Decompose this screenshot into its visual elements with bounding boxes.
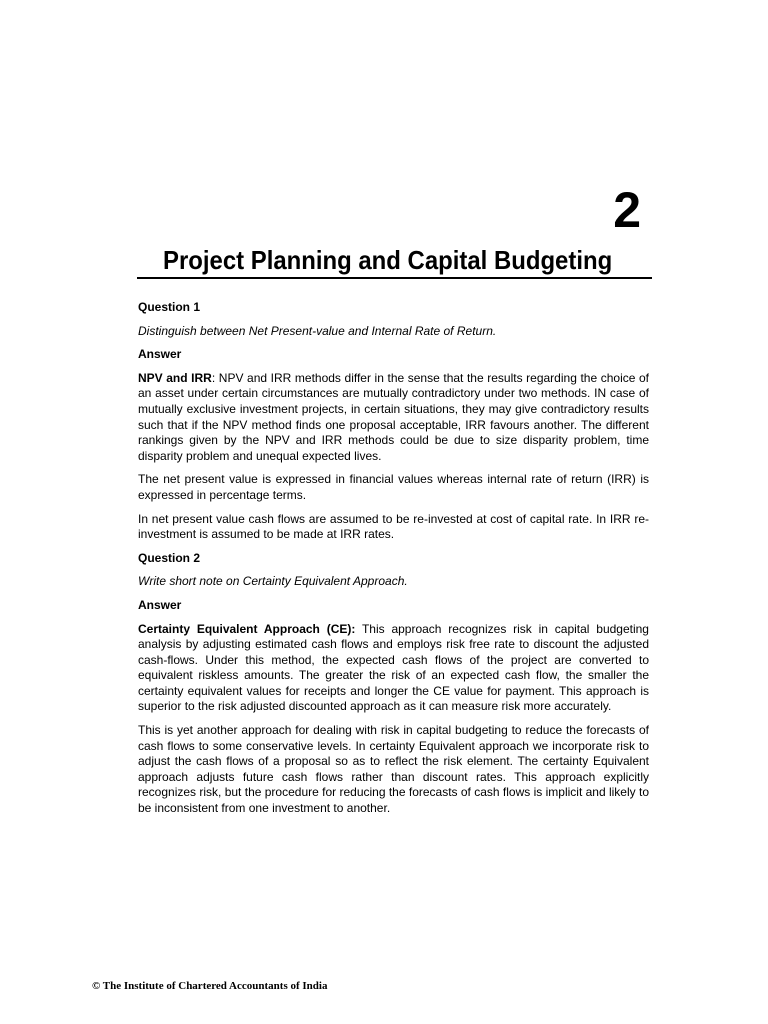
copyright-footer: © The Institute of Chartered Accountants of India xyxy=(92,980,328,992)
question-2-prompt: Write short note on Certainty Equivalent Approach. xyxy=(138,574,408,589)
page-body xyxy=(138,300,649,825)
question-2-answer-paragraph-2: This is yet another approach for dealing with risk in capital budgeting to reduce the forecasts of cash flows to some conservative levels. In certainty Equivalent approach we incorporate risk to adjust the cash flows of a proposal so as to reflect the risk element. The certainty Equivalent approach adjusts future cash flows rather than discount rates. This approach explicitly recognizes risk, but the procedure for reducing the forecasts of cash flows is implicit and likely to be inconsistent from one investment to another. xyxy=(138,723,649,816)
ce-lead: Certainty Equivalent Approach (CE): xyxy=(138,621,356,636)
chapter-number: 2 xyxy=(613,182,641,238)
question-2-answer-heading: Answer xyxy=(138,597,182,612)
question-1-answer-paragraph-2: The net present value is expressed in financial values whereas internal rate of return (IRR) is expressed in percentage terms. xyxy=(138,472,649,502)
npv-irr-lead: NPV and IRR xyxy=(138,370,212,385)
question-2-heading: Question 2 xyxy=(138,550,201,565)
chapter-title: Project Planning and Capital Budgeting xyxy=(163,245,613,275)
question-1-answer-paragraph-3: In net present value cash flows are assumed to be re-invested at cost of capital rate. In IRR re-investment is assumed to be made at IRR rates. xyxy=(138,511,649,542)
question-2-answer-paragraph-1 xyxy=(138,622,649,716)
question-1-answer-heading: Answer xyxy=(138,347,182,362)
title-underline xyxy=(137,277,652,279)
question-1-prompt: Distinguish between Net Present-value and Internal Rate of Return. xyxy=(138,323,497,338)
npv-irr-text: : NPV and IRR methods differ in the sense that the results regarding the choice of an asset under certain circumstances are mutually contradictory under two methods. IN case of mutually exclusive investment projects, in certain situations, they may give contradictory results such that if the NPV method finds one proposal acceptable, IRR favours another. The different rankings given by the NPV and IRR methods could be due to size disparity problem, time disparity problem and unequal expected lives. xyxy=(138,370,650,463)
question-1-answer-paragraph-1 xyxy=(138,371,649,465)
question-1-heading: Question 1 xyxy=(138,300,201,314)
ce-text: This approach recognizes risk in capital budgeting analysis by adjusting estimated cash flows and employs risk free rate to discount the adjusted cash-flows. Under this method, the expected cash flows of the project are converted to equivalent riskless amounts. The greater the risk of an expected cash flow, the smaller the certainty equivalent values for receipts and longer the CE value for payment. This approach is superior to the risk adjusted discounted approach as it can measure risk more accurately. xyxy=(138,621,649,714)
